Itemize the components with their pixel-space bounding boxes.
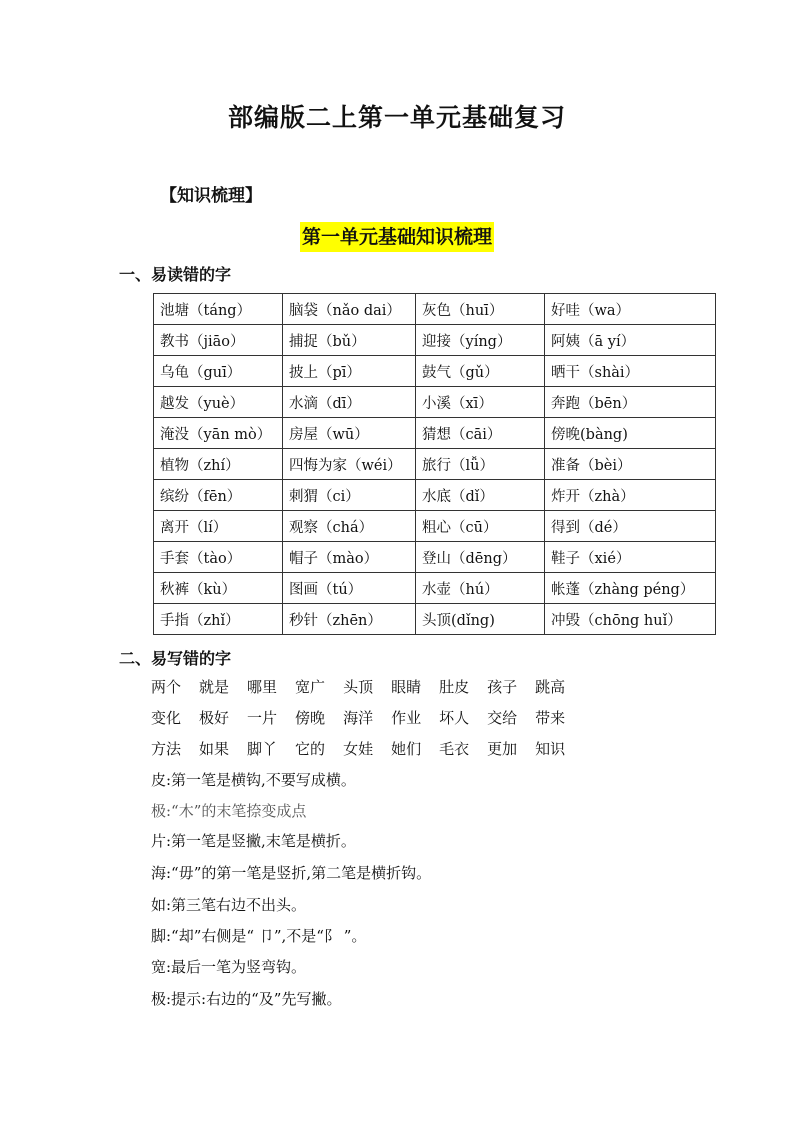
writing-note: 极:“木”的末笔捺变成点 (151, 802, 307, 820)
table-cell: 帽子（mào） (283, 542, 416, 573)
heading-hard-to-read: 一、易读错的字 (119, 265, 232, 284)
table-cell: 离开（lí） (154, 511, 283, 542)
writing-note: 如:第三笔右边不出头。 (151, 896, 307, 914)
table-cell: 登山（dēng） (416, 542, 545, 573)
table-cell: 晒干（shài） (545, 356, 716, 387)
word-item: 她们 (391, 740, 422, 758)
table-row (154, 604, 716, 635)
word-item: 更加 (487, 740, 518, 758)
word-item: 极好 (199, 709, 230, 727)
subtitle-wrapper (0, 222, 794, 252)
table-cell: 头顶(dǐng) (416, 604, 545, 635)
section-tag: 【知识梳理】 (160, 186, 262, 206)
table-cell: 缤纷（fēn） (154, 480, 283, 511)
table-cell: 手指（zhǐ） (154, 604, 283, 635)
word-item: 傍晚 (295, 709, 326, 727)
highlighted-subtitle: 第一单元基础知识梳理 (300, 222, 494, 252)
word-item: 变化 (151, 709, 182, 727)
table-cell: 得到（dé） (545, 511, 716, 542)
table-cell: 猜想（cāi） (416, 418, 545, 449)
table-cell: 水滴（dī） (283, 387, 416, 418)
table-cell: 秋裤（kù） (154, 573, 283, 604)
table-row (154, 325, 716, 356)
word-item: 海洋 (343, 709, 374, 727)
table-row (154, 480, 716, 511)
pinyin-table (153, 293, 716, 635)
word-item: 宽广 (295, 678, 326, 696)
table-row (154, 542, 716, 573)
word-item: 坏人 (439, 709, 470, 727)
writing-note: 片:第一笔是竖撇,末笔是横折。 (151, 832, 356, 850)
table-row (154, 387, 716, 418)
table-cell: 越发（yuè） (154, 387, 283, 418)
table-cell: 观察（chá） (283, 511, 416, 542)
table-cell: 教书（jiāo） (154, 325, 283, 356)
word-item: 肚皮 (439, 678, 470, 696)
word-item: 女娃 (343, 740, 374, 758)
page-title: 部编版二上第一单元基础复习 (227, 103, 566, 132)
table-row (154, 294, 716, 325)
word-item: 作业 (391, 709, 422, 727)
word-item: 就是 (199, 678, 230, 696)
word-item: 孩子 (487, 678, 518, 696)
table-cell: 傍晚(bàng) (545, 418, 716, 449)
writing-note: 脚:“却”右侧是“ 卩”,不是“阝 ”。 (151, 927, 367, 945)
table-row (154, 356, 716, 387)
writing-note: 皮:第一笔是横钩,不要写成横。 (151, 771, 356, 789)
table-cell: 房屋（wū） (283, 418, 416, 449)
word-item: 跳高 (535, 678, 566, 696)
table-cell: 捕捉（bǔ） (283, 325, 416, 356)
table-row (154, 573, 716, 604)
table-cell: 水底（dǐ） (416, 480, 545, 511)
word-row (151, 676, 583, 697)
table-cell: 冲毁（chōng huǐ） (545, 604, 716, 635)
word-item: 带来 (535, 709, 566, 727)
word-item: 脚丫 (247, 740, 278, 758)
table-cell: 水壶（hú） (416, 573, 545, 604)
table-cell: 迎接（yíng） (416, 325, 545, 356)
word-item: 眼睛 (391, 678, 422, 696)
writing-note: 海:“毋”的第一笔是竖折,第二笔是横折钩。 (151, 864, 432, 882)
word-item: 毛衣 (439, 740, 470, 758)
table-cell: 灰色（huī） (416, 294, 545, 325)
word-row (151, 707, 583, 728)
table-row (154, 511, 716, 542)
table-cell: 鞋子（xié） (545, 542, 716, 573)
table-cell: 准备（bèi） (545, 449, 716, 480)
table-cell: 四悔为家（wéi） (283, 449, 416, 480)
table-cell: 小溪（xī） (416, 387, 545, 418)
table-cell: 披上（pī） (283, 356, 416, 387)
word-item: 头顶 (343, 678, 374, 696)
writing-note: 宽:最后一笔为竖弯钩。 (151, 958, 307, 976)
word-item: 如果 (199, 740, 230, 758)
word-item: 一片 (247, 709, 278, 727)
table-cell: 鼓气（gǔ） (416, 356, 545, 387)
table-cell: 秒针（zhēn） (283, 604, 416, 635)
table-cell: 阿姨（ā yí） (545, 325, 716, 356)
heading-hard-to-write: 二、易写错的字 (119, 649, 232, 668)
table-cell: 刺猬（ci） (283, 480, 416, 511)
table-cell: 淹没（yān mò） (154, 418, 283, 449)
word-item: 两个 (151, 678, 182, 696)
table-cell: 乌龟（guī） (154, 356, 283, 387)
table-cell: 手套（tào） (154, 542, 283, 573)
table-cell: 旅行（lǚ） (416, 449, 545, 480)
table-cell: 脑袋（nǎo dai） (283, 294, 416, 325)
table-cell: 好哇（wa） (545, 294, 716, 325)
table-row (154, 449, 716, 480)
table-cell: 图画（tú） (283, 573, 416, 604)
table-cell: 炸开（zhà） (545, 480, 716, 511)
word-item: 它的 (295, 740, 326, 758)
table-cell: 植物（zhí） (154, 449, 283, 480)
word-item: 哪里 (247, 678, 278, 696)
table-cell: 池塘（táng） (154, 294, 283, 325)
word-row (151, 738, 583, 759)
table-row (154, 418, 716, 449)
word-item: 知识 (535, 740, 566, 758)
writing-note: 极:提示:右边的“及”先写撇。 (151, 990, 342, 1008)
table-cell: 帐蓬（zhàng péng） (545, 573, 716, 604)
table-cell: 粗心（cū） (416, 511, 545, 542)
table-cell: 奔跑（bēn） (545, 387, 716, 418)
word-item: 交给 (487, 709, 518, 727)
word-item: 方法 (151, 740, 182, 758)
